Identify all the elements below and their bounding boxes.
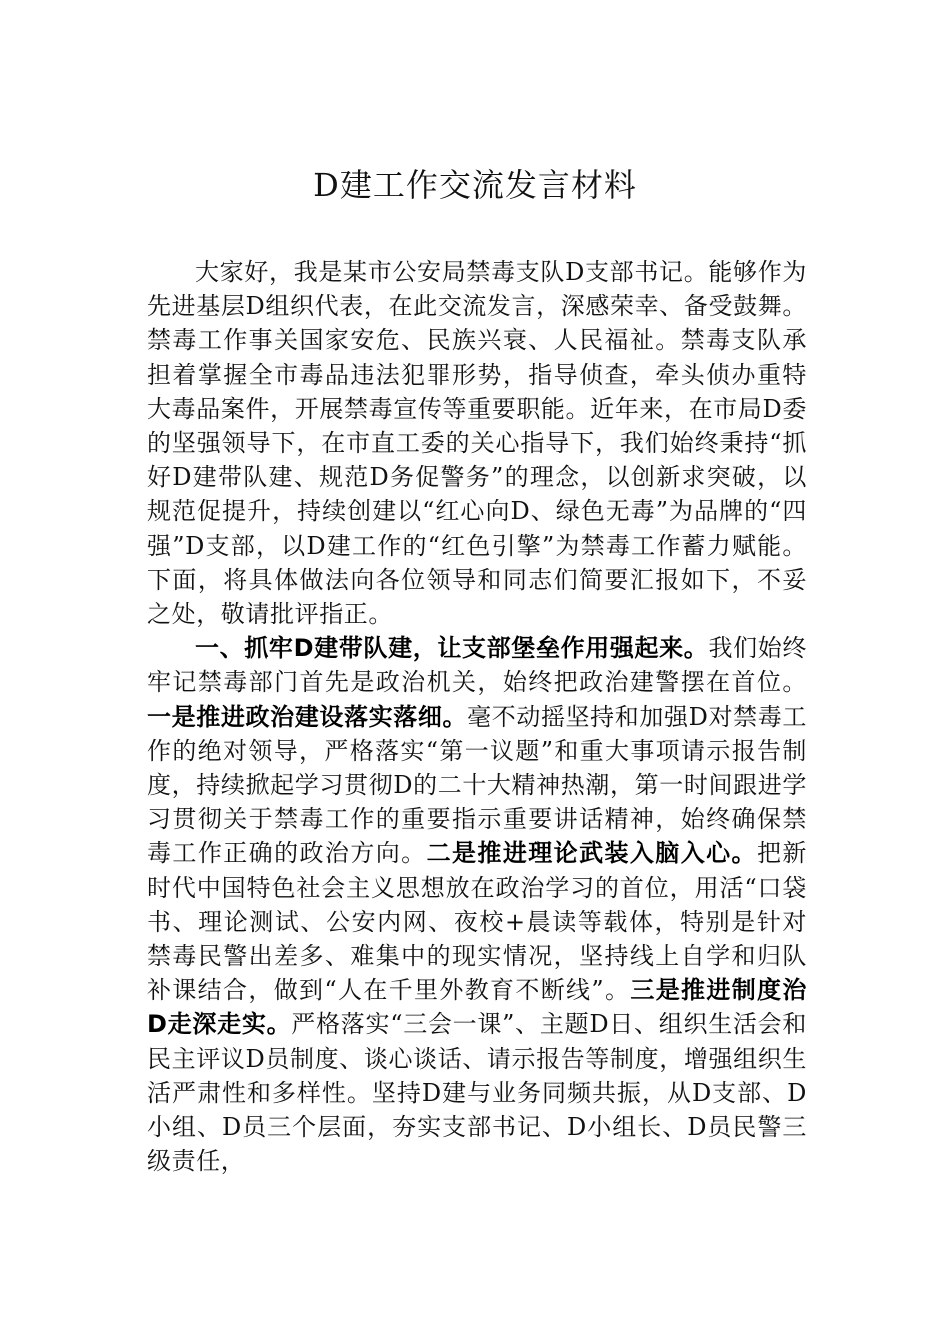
point-3-text: 严格落实“三会一课”、主题D日、组织生活会和民主评议D员制度、谈心谈话、请示报告等制度，增强组织生活严肃性和多样性。坚持D建与业务同频共振，从D支部、D小组、D员三个层面，夯实支部书记、D小组长、D员民警三级责任， bbox=[147, 1010, 807, 1176]
point-2-heading: 二是推进理论武装入脑入心。 bbox=[426, 839, 757, 868]
point-2-text: 把新时代中国特色社会主义思想放在政治学习的首位，用活“口袋书、理论测试、公安内网、夜校+晨读等载体，特别是针对禁毒民警出差多、难集中的现实情况，坚持线上自学和归队补课结合，做到“人在千里外教育不断线”。 bbox=[147, 839, 807, 1005]
document-body bbox=[147, 255, 807, 1178]
section-1-heading: 一、抓牢D建带队建，让支部堡垒作用强起来。 bbox=[195, 634, 709, 663]
point-1-heading: 一是推进政治建设落实落细。 bbox=[147, 702, 468, 731]
paragraph-section-1 bbox=[147, 631, 807, 1178]
paragraph-intro bbox=[147, 255, 807, 631]
point-1-text: 毫不动摇坚持和加强D对禁毒工作的绝对领导，严格落实“第一议题”和重大事项请示报告制度，持续掀起学习贯彻D的二十大精神热潮，第一时间跟进学习贯彻关于禁毒工作的重要指示重要讲话精神，始终确保禁毒工作正确的政治方向。 bbox=[147, 702, 807, 868]
point-3-heading: 三是推进制度治D走深走实。 bbox=[147, 976, 808, 1039]
document-title: D建工作交流发言材料 bbox=[313, 166, 637, 204]
section-1-intro: 我们始终牢记禁毒部门首先是政治机关，始终把政治建警摆在首位。 bbox=[147, 634, 807, 697]
paragraph-intro-text: 大家好，我是某市公安局禁毒支队D支部书记。能够作为先进基层D组织代表，在此交流发言，深感荣幸、备受鼓舞。禁毒工作事关国家安危、民族兴衰、人民福祉。禁毒支队承担着掌握全市毒品违法犯罪形势，指导侦查，牵头侦办重特大毒品案件，开展禁毒宣传等重要职能。近年来，在市局D委的坚强领导下，在市直工委的关心指导下，我们始终秉持“抓好D建带队建、规范D务促警务”的理念，以创新求突破，以规范促提升，持续创建以“红心向D、绿色无毒”为品牌的“四强”D支部，以D建工作的“红色引擎”为禁毒工作蓄力赋能。下面，将具体做法向各位领导和同志们简要汇报如下，不妥之处，敬请批评指正。 bbox=[147, 258, 807, 629]
